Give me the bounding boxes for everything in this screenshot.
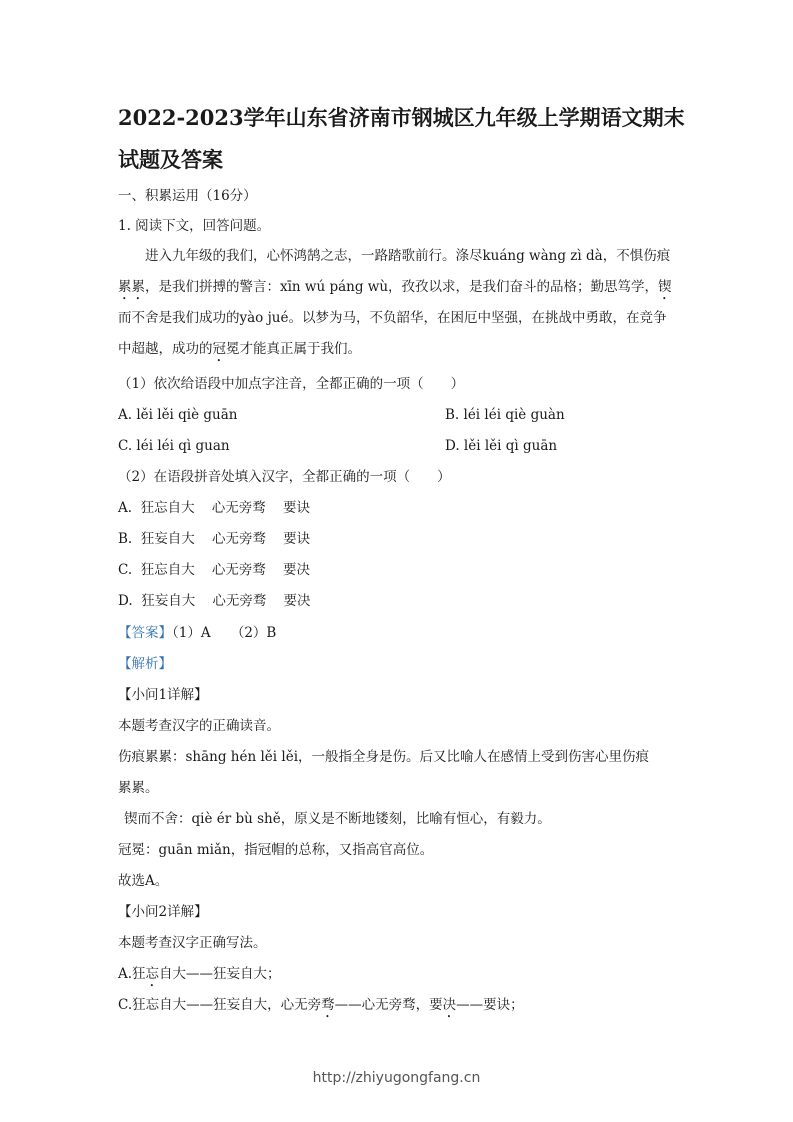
passage-text: 冕才能真正属于我们。 <box>226 341 361 357</box>
dotted-character: 冠 <box>212 341 226 357</box>
detail-1-text: 故选A。 <box>118 873 169 889</box>
option-2a: A. 狂忘自大 心无旁骛 要诀 <box>118 500 310 516</box>
answer-label: 【答案】 <box>118 625 172 641</box>
question-1-prompt: 1. 阅读下文，回答问题。 <box>118 218 271 234</box>
option-1c: C. léi léi qì guan <box>118 438 230 454</box>
detail-2-text: 自大——狂妄自大； <box>159 966 281 982</box>
detail-2-text: A.狂 <box>118 966 146 982</box>
detail-2-line-c <box>118 995 524 1021</box>
detail-1-text: 本题考查汉字的正确读音。 <box>118 718 280 734</box>
detail-1-text: 伤痕累累：shāng hén lěi lěi，一般指全身是伤。后又比喻人在感情上受到伤害心里伤痕 <box>118 749 650 765</box>
page-title-line-2: 试题及答案 <box>118 147 223 172</box>
passage-text: 痕 <box>656 248 671 264</box>
section-heading: 一、积累运用（16分） <box>118 188 257 204</box>
detail-2-text: C.狂忘自大——狂妄自大，心无旁 <box>118 997 322 1013</box>
dotted-character: 忘 <box>145 966 160 982</box>
option-1b: B. léi léi qiè guàn <box>445 407 565 423</box>
option-1a: A. lěi lěi qiè guān <box>118 407 238 423</box>
detail-2-text: ——要诀； <box>456 997 524 1013</box>
sub-question-2: （2）在语段拼音处填入汉字，全都正确的一项（ ） <box>118 469 451 485</box>
detail-2-text: ——心无旁骛，要 <box>334 997 443 1013</box>
dotted-character: 决 <box>442 997 457 1013</box>
analysis-label: 【解析】 <box>118 656 172 672</box>
option-2d: D. 狂妄自大 心无旁骛 要决 <box>118 593 311 609</box>
detail-2-heading: 【小问2详解】 <box>118 904 208 920</box>
detail-2-line-a <box>118 964 281 990</box>
dotted-character: 锲 <box>658 279 672 295</box>
dotted-character: 累累 <box>118 279 145 295</box>
detail-1-text: 累累。 <box>118 780 159 796</box>
dotted-character: 骛 <box>321 997 335 1013</box>
page-title-line-1: 2022-2023学年山东省济南市钢城区九年级上学期语文期末 <box>118 105 685 130</box>
option-2c: C. 狂忘自大 心无旁骛 要决 <box>118 562 311 578</box>
detail-2-text: 本题考查汉字正确写法。 <box>118 935 267 951</box>
answer-text: （1）A （2）B <box>172 625 277 641</box>
passage-text: 竞争中超越，成功的 <box>118 310 667 357</box>
passage-text: ，是我们拼搏的警言：xīn wú páng wù，孜孜以求，是我们奋斗的品格；勤思笃学， <box>145 279 659 295</box>
answer-line <box>118 623 276 643</box>
detail-1-text: 冠冕：guān miǎn，指冠帽的总称，又指高官高位。 <box>118 842 434 858</box>
reading-passage <box>118 241 674 365</box>
passage-text: 而不舍是我们成功的yào jué。以梦为马，不负韶华，在困厄中坚强，在挑战中勇敢，在 <box>118 310 640 326</box>
footer-url: http://zhiyugongfang.cn <box>312 1070 481 1086</box>
sub-question-1: （1）依次给语段中加点字注音，全都正确的一项（ ） <box>118 376 465 392</box>
option-2b: B. 狂妄自大 心无旁骛 要诀 <box>118 531 311 547</box>
detail-1-heading: 【小问1详解】 <box>118 687 208 703</box>
passage-text: 进入九年级的我们，心怀鸿鹄之志，一路踏歌前行。涤尽kuáng wàng zì dà，不惧伤 <box>145 248 657 264</box>
detail-1-text: 锲而不舍：qiè ér bù shě，原义是不断地镂刻，比喻有恒心，有毅力。 <box>124 811 551 827</box>
option-1d: D. lěi lěi qì guān <box>445 438 558 454</box>
